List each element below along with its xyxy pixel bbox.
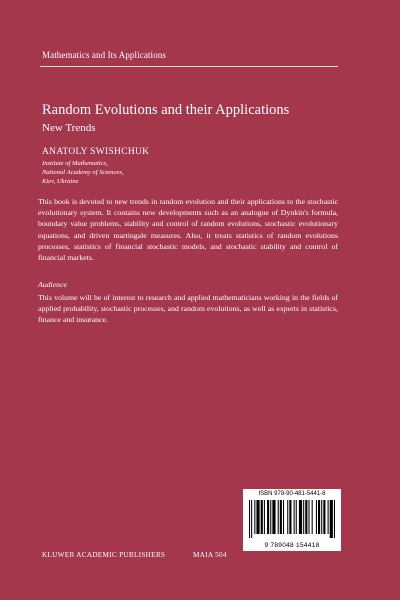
barcode-bar [296,500,297,534]
barcode-bar [278,500,279,534]
author-affiliation [42,159,124,186]
isbn-label: ISBN 978-90-481-5441-8 [258,491,326,497]
barcode-bar [334,500,335,538]
barcode-bar [287,500,288,534]
barcode-bar [264,500,265,534]
affiliation-line: Kiev, Ukraine [42,178,79,185]
barcode-bar [308,500,309,534]
barcode-bar [261,500,263,534]
barcode-bar [267,500,269,534]
barcode-bar [283,500,284,534]
audience-heading: Audience [38,280,68,289]
barcode-bar [330,500,333,538]
barcode-bar [289,500,291,534]
barcode-bar [256,500,259,534]
volume-number: MAIA 504 [193,551,227,559]
barcode-bar [272,500,275,534]
barcode-icon [249,500,335,538]
barcode-bar [305,500,307,534]
book-description: This book is devoted to new trends in random evolution and their applications to the stochastic evolutionary system. It contains new developments such as an analogue of Dynkin's formula, boundary value problems, stability and control of random evolutions, stochastic evolutionary equations, and driven martingale measures. Also, it treats statistics of random evolutions processes, statistics of financial stochastic models, and stochastic stability and control of financial markets. [38,197,338,263]
barcode-bar [270,500,271,534]
barcode-bar [323,500,325,534]
affiliation-line: National Academy of Sciences, [42,169,124,176]
audience-text: This volume will be of interest to research and applied mathematicians working in the fields of applied probability, stochastic processes, and random evolutions, as well as experts in statistics, finance and insurance. [38,293,338,325]
barcode-bar [312,500,313,534]
barcode-bar [318,500,320,534]
barcode-bar [299,500,302,534]
barcode-bar [294,500,295,534]
publisher-name: KLUWER ACADEMIC PUBLISHERS [42,551,166,559]
barcode-bar [303,500,304,534]
barcode-digits: 9 789048 154418 [264,542,320,549]
barcode-bar [249,500,250,538]
affiliation-line: Institute of Mathematics, [42,160,108,167]
barcode-bar [328,500,329,534]
book-title: Random Evolutions and their Applications [42,102,290,118]
book-subtitle: New Trends [42,122,96,134]
barcode-bar [254,500,255,534]
barcode-panel [243,489,341,551]
series-divider [40,66,338,67]
author-name: ANATOLY SWISHCHUK [42,147,150,157]
barcode-bar [251,500,252,538]
series-name: Mathematics and Its Applications [42,50,166,60]
barcode-bar [321,500,322,534]
barcode-bar [316,500,317,534]
barcode-bar [280,500,282,534]
